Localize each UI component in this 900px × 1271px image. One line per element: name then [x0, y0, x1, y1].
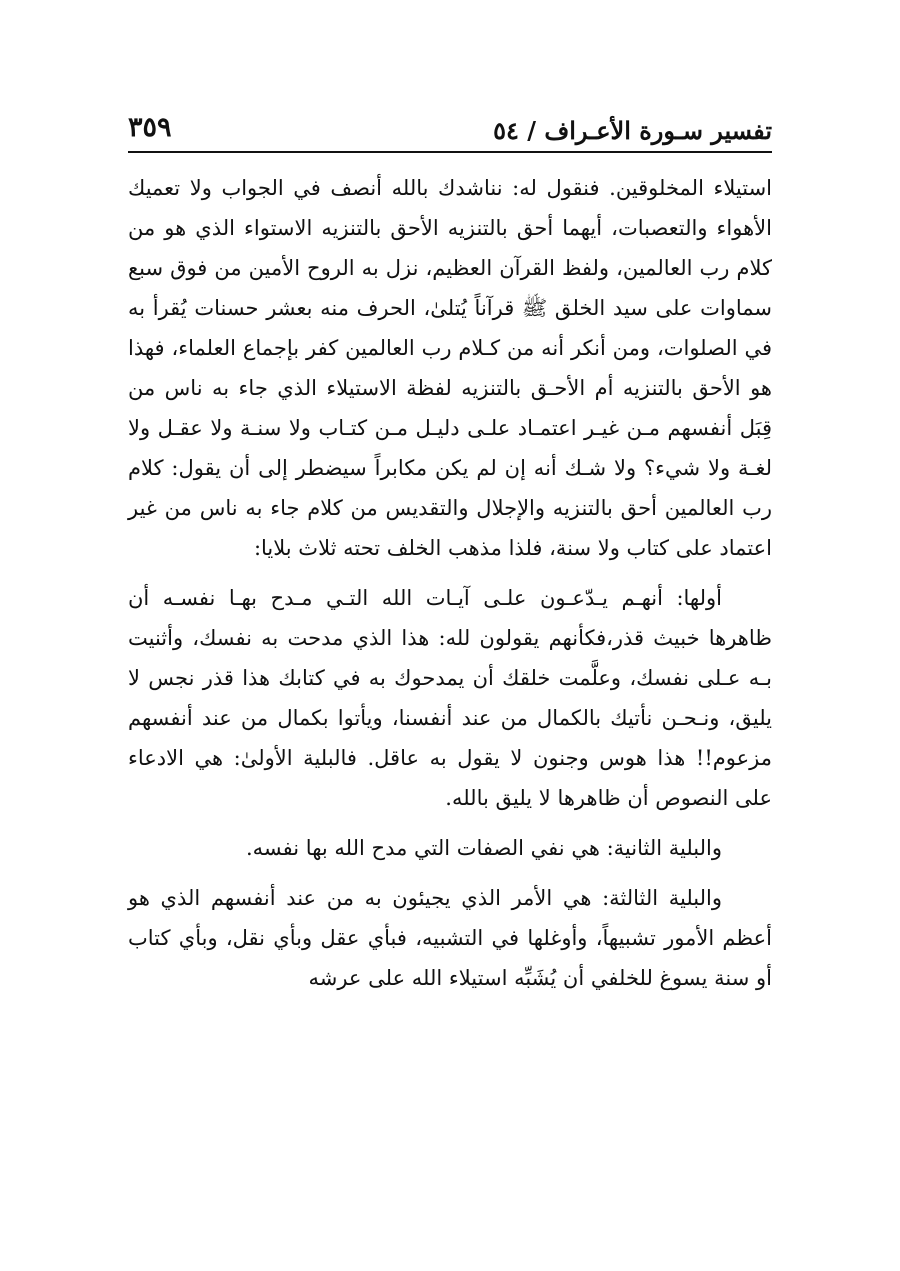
- header-divider: [128, 151, 772, 153]
- paragraph: أولها: أنهـم يـدّعـون علـى آيـات الله التـي مـدح بهـا نفسـه أن ظاهرها خبيث قذر،فكأنهم يقولون لله: هذا الذي مدحت به نفسك، وأثنيت بـه عـلى نفسك، وعلَّمت خلقك أن يمدحوك به في كتابك هذا قذر نجس لا يليق، ونـحـن نأتيك بالكمال من عند أنفسنا، ويأتوا بكمال من عند أنفسهم مزعوم!! هذا هوس وجنون لا يقول به عاقل. فالبلية الأولىٰ: هي الادعاء على النصوص أن ظاهرها لا يليق بالله.: [128, 586, 772, 810]
- paragraph: استيلاء المخلوقين. فنقول له: نناشدك بالله أنصف في الجواب ولا تعميك الأهواء والتعصبات، أيهما أحق بالتنزيه الأحق بالتنزيه الاستواء الذي هو من كلام رب العالمين، ولفظ القرآن العظيم، نزل به الروح الأمين من فوق سبع سماوات على سيد الخلق ﷺ قرآناً يُتلىٰ، الحرف منه بعشر حسنات يُقرأ به في الصلوات، ومن أنكر أنه من كـلام رب العالمين كفر بإجماع العلماء، فهذا هو الأحق بالتنزيه أم الأحـق بالتنزيه لفظة الاستيلاء الذي جاء به ناس من قِبَل أنفسهم مـن غيـر اعتمـاد علـى دليـل مـن كتـاب ولا سنـة ولا عقـل ولا لغـة ولا شيء؟ ولا شـك أنه إن لم يكن مكابراً سيضطر إلى أن يقول: كلام رب العالمين أحق بالتنزيه والإجلال والتقديس من كلام جاء به ناس من غير اعتماد على كتاب ولا سنة، فلذا مذهب الخلف تحته ثلاث بلايا:: [128, 176, 772, 560]
- page-number: ٣٥٩: [128, 112, 172, 143]
- page-header: [128, 110, 772, 150]
- paragraph: والبلية الثانية: هي نفي الصفات التي مدح الله بها نفسه.: [245, 836, 722, 860]
- running-title: تفسير سـورة الأعـراف / ٥٤: [493, 116, 772, 145]
- body-text: [128, 168, 772, 998]
- paragraph: والبلية الثالثة: هي الأمر الذي يجيئون به من عند أنفسهم الذي هو أعظم الأمور تشبيهاً، وأوغلها في التشبيه، فبأي عقل وبأي نقل، وبأي كتاب أو سنة يسوغ للخلفي أن يُشَبِّه استيلاء الله على عرشه: [128, 886, 772, 990]
